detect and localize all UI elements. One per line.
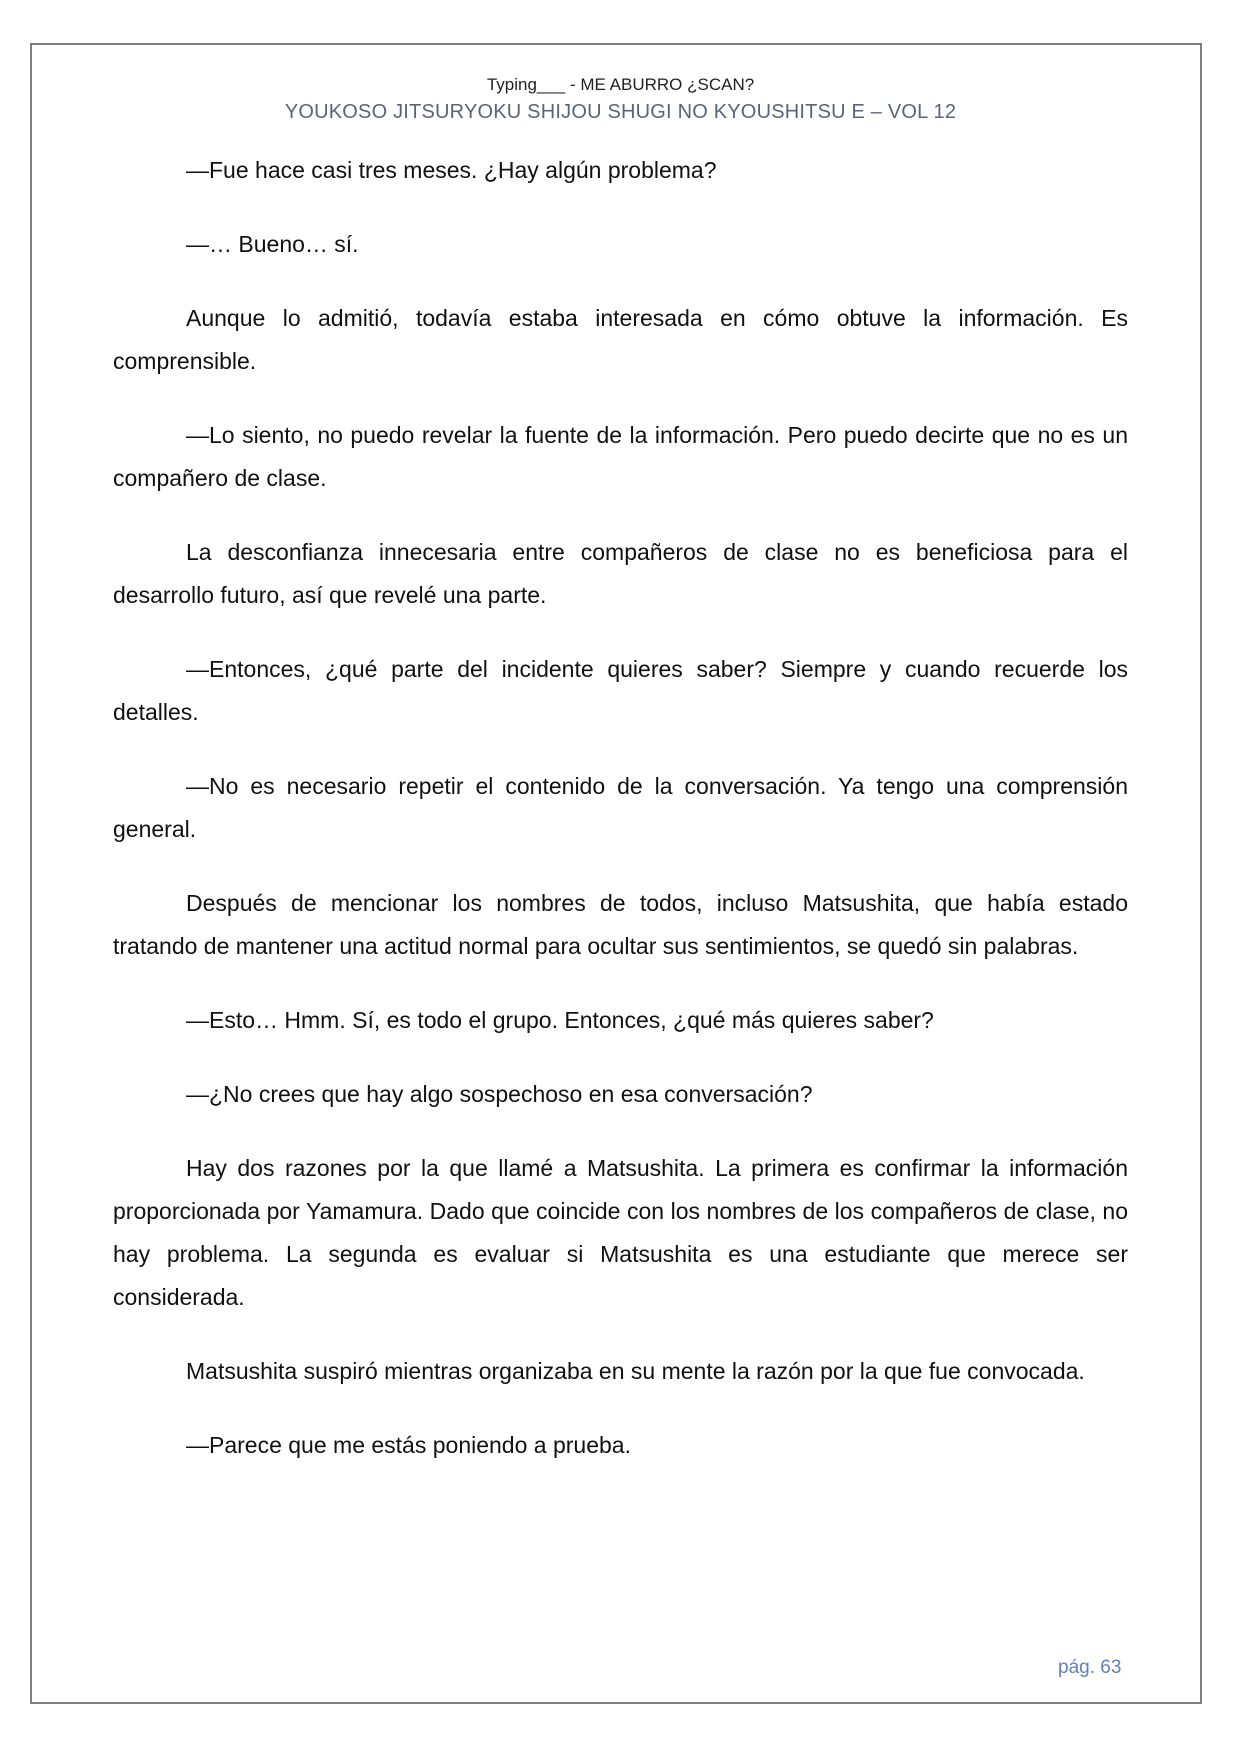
header-credit: Typing___ - ME ABURRO ¿SCAN? <box>486 75 755 94</box>
paragraph: —Parece que me estás poniendo a prueba. <box>186 1432 631 1458</box>
paragraph: —No es necesario repetir el contenido de la conversación. Ya tengo una comprensión general. <box>113 773 1128 842</box>
paragraph: Hay dos razones por la que llamé a Matsushita. La primera es confirmar la información proporcionada por Yamamura. Dado que coincide con los nombres de los compañeros de clase, no hay problema. La segunda es evaluar si Matsushita es una estudiante que merece ser considerada. <box>113 1155 1128 1310</box>
paragraph: —¿No crees que hay algo sospechoso en esa conversación? <box>186 1081 813 1107</box>
paragraph: —Entonces, ¿qué parte del incidente quieres saber? Siempre y cuando recuerde los detalles. <box>113 656 1128 725</box>
paragraph: Después de mencionar los nombres de todos, incluso Matsushita, que había estado tratando de mantener una actitud normal para ocultar sus sentimientos, se quedó sin palabras. <box>113 890 1128 959</box>
document-body <box>113 149 1128 1498</box>
paragraph: Matsushita suspiró mientras organizaba en su mente la razón por la que fue convocada. <box>186 1358 1085 1384</box>
paragraph: —Lo siento, no puedo revelar la fuente de la información. Pero puedo decirte que no es un compañero de clase. <box>113 422 1128 491</box>
paragraph: —Fue hace casi tres meses. ¿Hay algún problema? <box>186 157 717 183</box>
page-number: pág. 63 <box>1058 1657 1122 1678</box>
paragraph: —Esto… Hmm. Sí, es todo el grupo. Entonces, ¿qué más quieres saber? <box>186 1007 934 1033</box>
paragraph: La desconfianza innecesaria entre compañeros de clase no es beneficiosa para el desarrollo futuro, así que revelé una parte. <box>113 539 1128 608</box>
header-title: YOUKOSO JITSURYOKU SHIJOU SHUGI NO KYOUSHITSU E – VOL 12 <box>284 101 957 123</box>
paragraph: —… Bueno… sí. <box>186 231 359 257</box>
paragraph: Aunque lo admitió, todavía estaba interesada en cómo obtuve la información. Es comprensible. <box>113 305 1128 374</box>
